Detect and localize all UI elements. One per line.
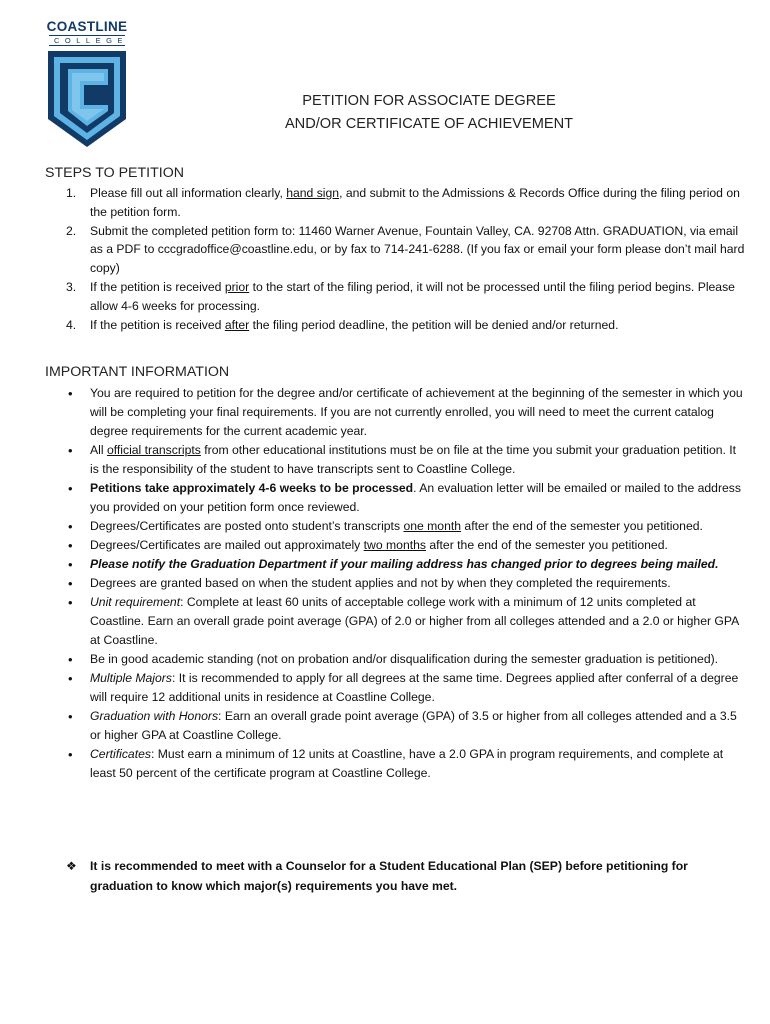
- info-text: Degrees/Certificates are posted onto student’s transcripts: [90, 519, 404, 533]
- info-text-rest: : Earn an overall grade point average (GPA) of 3.5 or higher from all colleges attended and a 3.5 or higher GPA at Coastline College.: [90, 709, 737, 742]
- step-text-rest: the filing period deadline, the petition will be denied and/or returned.: [249, 317, 619, 332]
- info-item: [66, 745, 746, 783]
- info-item: [66, 517, 746, 536]
- info-text-rest: : Complete at least 60 units of acceptable college work with a minimum of 12 units completed at Coastline. Earn an overall grade point average (GPA) of 2.0 or higher from all colleges attended and a 2.0 or higher GPA at Coastline.: [90, 595, 739, 647]
- info-italic-label: Certificates: [90, 747, 151, 761]
- title-line-1: PETITION FOR ASSOCIATE DEGREE: [302, 93, 556, 109]
- info-italic-label: Graduation with Honors: [90, 709, 219, 723]
- info-item: [66, 555, 746, 574]
- info-text-rest: from other educational institutions must be on file at the time you submit your graduation petition. It is the responsibility of the student to have transcripts sent to Coastline College.: [90, 443, 737, 476]
- step-item: [66, 278, 746, 316]
- step-underline: prior: [224, 279, 250, 294]
- info-item: [66, 669, 746, 707]
- title-line-2: AND/OR CERTIFICATE OF ACHIEVEMENT: [284, 116, 574, 132]
- info-text-rest: after the end of the semester you petitioned.: [426, 538, 668, 552]
- info-item: [66, 650, 746, 669]
- info-text-rest: . An evaluation letter will be emailed or mailed to the address you provided on your petition form once reviewed.: [90, 481, 741, 514]
- info-underline: two months: [363, 538, 426, 552]
- info-text-rest: : It is recommended to apply for all degrees at the same time. Degrees applied after conferral of a degree will require 12 additional units in residence at Coastline College.: [90, 671, 739, 704]
- info-text-rest: after the end of the semester you petitioned.: [461, 519, 703, 533]
- document-title: [0, 90, 770, 136]
- info-item: [66, 479, 746, 517]
- step-item: [66, 222, 746, 278]
- step-text-rest: to the start of the filing period, it will not be processed until the filing period begins. Please allow 4-6 weeks for processing.: [90, 279, 735, 313]
- logo-wordmark: COASTLINE: [46, 19, 128, 34]
- step-item: [66, 184, 746, 222]
- step-text: If the petition is received: [90, 317, 225, 332]
- step-number: 4.: [66, 317, 77, 332]
- info-underline: official transcripts: [106, 443, 201, 457]
- step-number: 2.: [66, 223, 77, 238]
- info-italic-label: Multiple Majors: [90, 671, 172, 685]
- info-text: All: [90, 443, 107, 457]
- step-text: Please fill out all information clearly,: [90, 186, 287, 200]
- info-underline: one month: [403, 519, 462, 533]
- counselor-note: [66, 856, 750, 896]
- note-text: It is recommended to meet with a Counselor for a Student Educational Plan (SEP) before petitioning for graduation to know which major(s) requirements you have met.: [90, 859, 688, 893]
- info-italic-label: Unit requirement: [90, 595, 181, 609]
- info-heading: IMPORTANT INFORMATION: [45, 364, 230, 380]
- step-text: If the petition is received: [90, 279, 225, 294]
- info-text: You are required to petition for the degree and/or certificate of achievement at the beginning of the semester in which you will be completing your final requirements. If you are not currently enrolled, you will need to meet the current catalog degree requirements for the current academic year.: [90, 386, 743, 438]
- step-number: 1.: [66, 186, 77, 200]
- info-text: Degrees are granted based on when the student applies and not by when they completed the requirements.: [90, 576, 671, 590]
- info-item: [66, 574, 746, 593]
- step-text-rest: , and submit to the Admissions & Records Office during the filing period on the petition form.: [90, 186, 740, 219]
- info-text-rest: : Must earn a minimum of 12 units at Coastline, have a 2.0 GPA in program requirements, and complete at least 50 percent of the certificate program at Coastline College.: [90, 747, 724, 780]
- step-number: 3.: [66, 279, 77, 294]
- info-item: [66, 384, 746, 441]
- info-item: [66, 441, 746, 479]
- info-text: Degrees/Certificates are mailed out approximately: [90, 538, 364, 552]
- step-underline: hand sign: [286, 186, 340, 200]
- step-underline: after: [224, 317, 250, 332]
- info-bold: Petitions take approximately 4-6 weeks to be processed: [90, 481, 414, 495]
- info-bold-italic: Please notify the Graduation Department if your mailing address has changed prior to degrees being mailed.: [90, 557, 719, 571]
- steps-list: [66, 184, 746, 334]
- info-item: [66, 536, 746, 555]
- info-text: Be in good academic standing (not on probation and/or disqualification during the semester graduation is petitioned).: [90, 652, 719, 666]
- step-item: [66, 316, 746, 335]
- logo-subtitle: COLLEGE: [49, 35, 125, 46]
- info-list: [66, 384, 746, 783]
- step-text: Submit the completed petition form to: 11460 Warner Avenue, Fountain Valley, CA. 92708 Attn. GRADUATION, via email as a PDF to cccgradoffice@coastline.edu, or by fax to 714-241-6288. (If you fax or email your form please don’t mail hard copy): [90, 223, 745, 276]
- info-item: [66, 593, 746, 650]
- steps-heading: STEPS TO PETITION: [45, 165, 185, 181]
- diamond-bullet-icon: ❖: [66, 859, 77, 873]
- info-item: [66, 707, 746, 745]
